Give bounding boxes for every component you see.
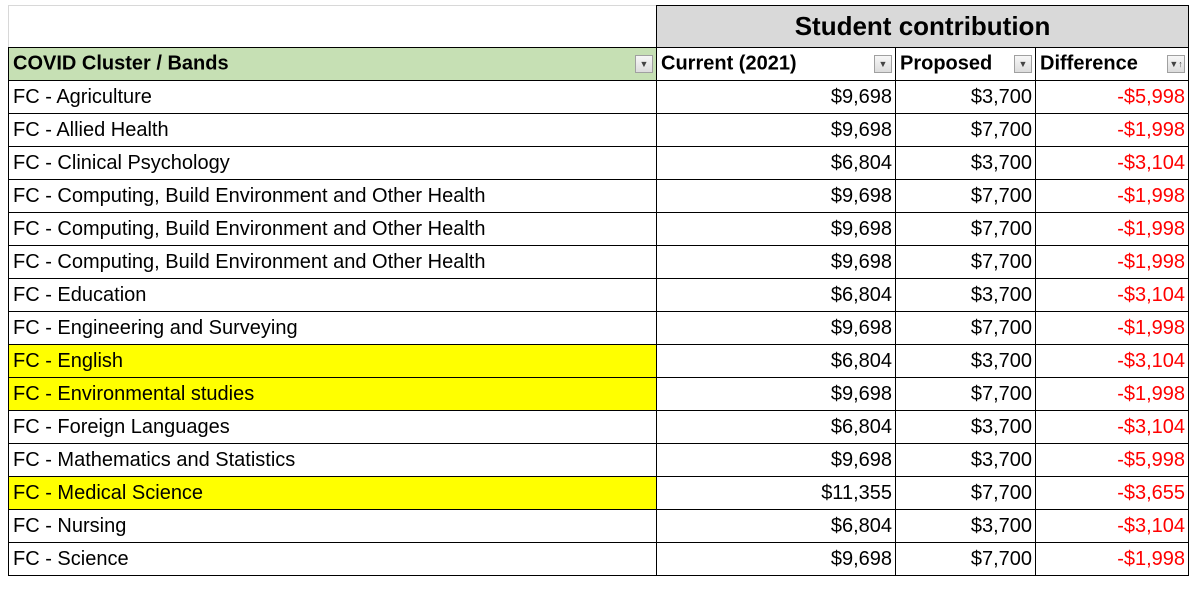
difference-value-cell[interactable]: -$1,998 <box>1036 246 1189 279</box>
filter-dropdown-icon[interactable]: ▼ <box>635 55 653 73</box>
proposed-value-cell[interactable]: $3,700 <box>896 81 1036 114</box>
current-value-cell[interactable]: $9,698 <box>657 213 896 246</box>
difference-value-cell[interactable]: -$3,104 <box>1036 411 1189 444</box>
cluster-name-cell[interactable]: FC - Computing, Build Environment and Other Health <box>9 213 657 246</box>
proposed-value-cell[interactable]: $3,700 <box>896 279 1036 312</box>
table-row <box>9 81 1189 114</box>
cluster-name-cell[interactable]: FC - Engineering and Surveying <box>9 312 657 345</box>
proposed-column-header[interactable] <box>896 48 1036 81</box>
cluster-name-cell[interactable]: FC - Environmental studies <box>9 378 657 411</box>
current-value-cell[interactable]: $9,698 <box>657 81 896 114</box>
group-header-row <box>9 6 1189 48</box>
table-row <box>9 444 1189 477</box>
difference-value-cell[interactable]: -$1,998 <box>1036 312 1189 345</box>
table-row <box>9 477 1189 510</box>
current-value-cell[interactable]: $9,698 <box>657 444 896 477</box>
difference-column-header[interactable] <box>1036 48 1189 81</box>
proposed-value-cell[interactable]: $7,700 <box>896 180 1036 213</box>
cluster-name-cell[interactable]: FC - Science <box>9 543 657 576</box>
difference-value-cell[interactable]: -$3,655 <box>1036 477 1189 510</box>
filter-active-icon[interactable]: ▼↑ <box>1167 55 1185 73</box>
table-row <box>9 180 1189 213</box>
proposed-value-cell[interactable]: $7,700 <box>896 114 1036 147</box>
proposed-value-cell[interactable]: $3,700 <box>896 510 1036 543</box>
difference-value-cell[interactable]: -$1,998 <box>1036 378 1189 411</box>
proposed-value-cell[interactable]: $3,700 <box>896 411 1036 444</box>
difference-value-cell[interactable]: -$1,998 <box>1036 114 1189 147</box>
table-row <box>9 411 1189 444</box>
proposed-value-cell[interactable]: $3,700 <box>896 345 1036 378</box>
proposed-column-label: Proposed <box>900 52 993 75</box>
table-row <box>9 279 1189 312</box>
difference-value-cell[interactable]: -$1,998 <box>1036 543 1189 576</box>
cluster-name-cell[interactable]: FC - Foreign Languages <box>9 411 657 444</box>
table-row <box>9 213 1189 246</box>
table-row <box>9 378 1189 411</box>
current-value-cell[interactable]: $6,804 <box>657 345 896 378</box>
cluster-name-cell[interactable]: FC - Agriculture <box>9 81 657 114</box>
table-row <box>9 543 1189 576</box>
difference-value-cell[interactable]: -$3,104 <box>1036 345 1189 378</box>
difference-column-label: Difference <box>1040 52 1138 75</box>
cluster-name-cell[interactable]: FC - Computing, Build Environment and Other Health <box>9 180 657 213</box>
cluster-name-cell[interactable]: FC - Medical Science <box>9 477 657 510</box>
proposed-value-cell[interactable]: $7,700 <box>896 477 1036 510</box>
current-value-cell[interactable]: $9,698 <box>657 180 896 213</box>
cluster-name-cell[interactable]: FC - English <box>9 345 657 378</box>
difference-value-cell[interactable]: -$3,104 <box>1036 147 1189 180</box>
column-header-row <box>9 48 1189 81</box>
filter-dropdown-icon[interactable]: ▼ <box>1014 55 1032 73</box>
current-value-cell[interactable]: $9,698 <box>657 543 896 576</box>
cluster-name-cell[interactable]: FC - Mathematics and Statistics <box>9 444 657 477</box>
proposed-value-cell[interactable]: $7,700 <box>896 213 1036 246</box>
difference-value-cell[interactable]: -$5,998 <box>1036 81 1189 114</box>
current-value-cell[interactable]: $9,698 <box>657 114 896 147</box>
current-value-cell[interactable]: $6,804 <box>657 147 896 180</box>
filter-dropdown-icon[interactable]: ▼ <box>874 55 892 73</box>
table-row <box>9 510 1189 543</box>
current-value-cell[interactable]: $9,698 <box>657 312 896 345</box>
current-column-label: Current (2021) <box>661 52 797 75</box>
current-column-header[interactable] <box>657 48 896 81</box>
difference-value-cell[interactable]: -$1,998 <box>1036 180 1189 213</box>
difference-value-cell[interactable]: -$1,998 <box>1036 213 1189 246</box>
spreadsheet-table <box>8 5 1189 576</box>
table-row <box>9 312 1189 345</box>
cluster-name-cell[interactable]: FC - Allied Health <box>9 114 657 147</box>
current-value-cell[interactable]: $6,804 <box>657 279 896 312</box>
cluster-name-cell[interactable]: FC - Education <box>9 279 657 312</box>
table-row <box>9 147 1189 180</box>
cluster-column-label: COVID Cluster / Bands <box>13 52 229 75</box>
proposed-value-cell[interactable]: $7,700 <box>896 312 1036 345</box>
proposed-value-cell[interactable]: $3,700 <box>896 147 1036 180</box>
difference-value-cell[interactable]: -$3,104 <box>1036 279 1189 312</box>
difference-value-cell[interactable]: -$5,998 <box>1036 444 1189 477</box>
table-row <box>9 246 1189 279</box>
empty-corner-cell[interactable] <box>9 6 657 48</box>
current-value-cell[interactable]: $6,804 <box>657 411 896 444</box>
current-value-cell[interactable]: $9,698 <box>657 378 896 411</box>
cluster-name-cell[interactable]: FC - Nursing <box>9 510 657 543</box>
student-contribution-header[interactable]: Student contribution <box>657 6 1189 48</box>
current-value-cell[interactable]: $11,355 <box>657 477 896 510</box>
difference-value-cell[interactable]: -$3,104 <box>1036 510 1189 543</box>
table-body <box>9 6 1189 576</box>
cluster-name-cell[interactable]: FC - Clinical Psychology <box>9 147 657 180</box>
cluster-column-header[interactable] <box>9 48 657 81</box>
proposed-value-cell[interactable]: $7,700 <box>896 246 1036 279</box>
proposed-value-cell[interactable]: $7,700 <box>896 543 1036 576</box>
proposed-value-cell[interactable]: $3,700 <box>896 444 1036 477</box>
proposed-value-cell[interactable]: $7,700 <box>896 378 1036 411</box>
table-row <box>9 345 1189 378</box>
current-value-cell[interactable]: $9,698 <box>657 246 896 279</box>
table-row <box>9 114 1189 147</box>
cluster-name-cell[interactable]: FC - Computing, Build Environment and Other Health <box>9 246 657 279</box>
current-value-cell[interactable]: $6,804 <box>657 510 896 543</box>
